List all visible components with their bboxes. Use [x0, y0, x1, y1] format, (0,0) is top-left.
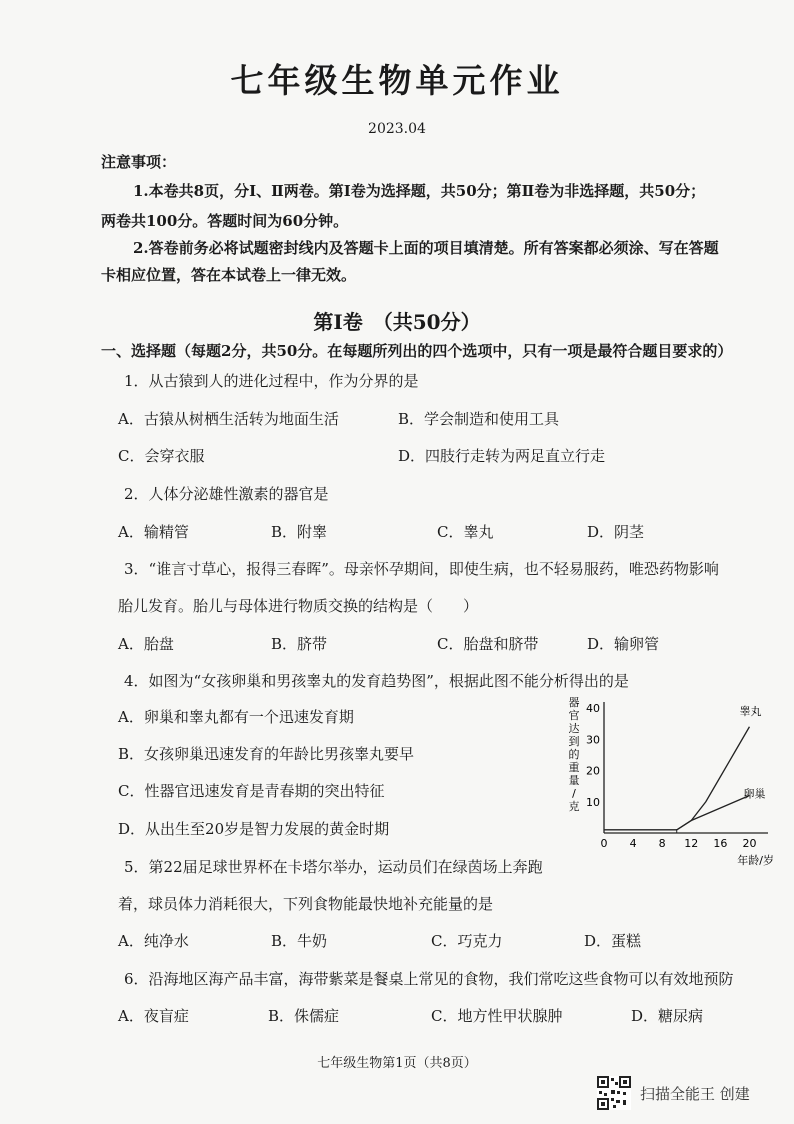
q3-option-a: A．胎盘: [118, 635, 174, 653]
exam-date: 2023.04: [368, 121, 426, 137]
x-tick-label: 12: [684, 837, 699, 850]
q4-option-b: B．女孩卵巢迅速发育的年龄比男孩睾丸要早: [118, 745, 415, 763]
q2-option-c: C．睾丸: [437, 523, 494, 541]
q1-option-c: C．会穿衣服: [118, 447, 205, 465]
q6-option-b: B．侏儒症: [268, 1007, 340, 1025]
series-line-1: [604, 727, 749, 830]
q6-option-d: D．糖尿病: [631, 1007, 704, 1025]
page-title: 七年级生物单元作业: [230, 61, 564, 100]
notice-line-4: 卡相应位置，答在本试卷上一律无效。: [101, 266, 357, 284]
q2-stem: 2．人体分泌雄性激素的器官是: [124, 485, 329, 503]
q1-option-a: A．古猿从树栖生活转为地面生活: [118, 410, 339, 428]
y-tick-label: 40: [586, 702, 600, 715]
svg-text:器官达到的重量/克: 器官达到的重量/克: [568, 696, 580, 813]
q5-stem-line-1: 5．第22届足球世界杯在卡塔尔举办，运动员们在绿茵场上奔跑: [124, 858, 543, 876]
y-tick-label: 10: [586, 795, 600, 809]
qr-code-icon: [597, 1076, 631, 1110]
q3-stem-line-2: 胎儿发育。胎儿与母体进行物质交换的结构是（ ）: [118, 597, 479, 615]
q1-option-b: B．学会制造和使用工具: [398, 410, 560, 428]
q4-stem: 4．如图为“女孩卵巢和男孩睾丸的发育趋势图”，根据此图不能分析得出的是: [124, 672, 629, 690]
gonad-development-chart: [548, 690, 778, 870]
notice-line-2: 两卷共100分。答题时间为60分钟。: [101, 212, 349, 230]
q4-option-a: A．卵巢和睾丸都有一个迅速发育期: [118, 708, 354, 726]
section-instruction: 一、选择题（每题2分，共50分。在每题所列出的四个选项中，只有一项是最符合题目要求的）: [101, 342, 733, 360]
x-axis-title: 年龄/岁: [737, 854, 774, 867]
notice-line-3: 2.答卷前务必将试题密封线内及答题卡上面的项目填清楚。所有答案都必须涂、写在答题: [133, 239, 719, 257]
q3-option-c: C．胎盘和脐带: [437, 635, 539, 653]
series-label: 睾丸: [739, 704, 762, 718]
series-label: 卵巢: [743, 787, 766, 801]
scanner-watermark: 扫描全能王 创建: [640, 1085, 750, 1103]
q4-option-c: C．性器官迅速发育是青春期的突出特征: [118, 782, 385, 800]
q2-option-d: D．阴茎: [587, 523, 645, 541]
q1-stem: 1．从古猿到人的进化过程中，作为分界的是: [124, 372, 419, 390]
y-axis-title: [569, 696, 580, 813]
notice-heading: 注意事项：: [101, 153, 177, 171]
section-title: 第Ⅰ卷 （共50分）: [313, 310, 481, 334]
x-tick-label: 16: [713, 837, 728, 850]
q1-option-d: D．四肢行走转为两足直立行走: [398, 447, 606, 465]
q2-option-a: A．输精管: [118, 523, 189, 541]
x-tick-label: 8: [658, 837, 666, 850]
page-footer: 七年级生物第1页（共8页）: [317, 1056, 477, 1071]
q5-option-b: B．牛奶: [271, 932, 328, 950]
q5-option-d: D．蛋糕: [584, 932, 642, 950]
x-tick-label: 20: [742, 837, 757, 850]
q5-stem-line-2: 着，球员体力消耗很大，下列食物能最快地补充能量的是: [118, 895, 494, 913]
series-line-2: [604, 796, 749, 830]
q4-option-d: D．从出生至20岁是智力发展的黄金时期: [118, 820, 390, 838]
notice-line-1: 1.本卷共8页，分Ⅰ、Ⅱ两卷。第Ⅰ卷为选择题，共50分；第Ⅱ卷为非选择题，共50分；: [133, 182, 706, 200]
q2-option-b: B．附睾: [271, 523, 328, 541]
q5-option-c: C．巧克力: [431, 932, 503, 950]
q6-option-a: A．夜盲症: [118, 1007, 189, 1025]
q5-option-a: A．纯净水: [118, 932, 189, 950]
q3-option-d: D．输卵管: [587, 635, 660, 653]
q3-option-b: B．脐带: [271, 635, 328, 653]
q6-option-c: C．地方性甲状腺肿: [431, 1007, 563, 1025]
x-tick-label: 0: [600, 837, 608, 850]
x-tick-label: 4: [629, 837, 637, 850]
q3-stem-line-1: 3．“谁言寸草心，报得三春晖”。母亲怀孕期间，即使生病，也不轻易服药，唯恐药物影响: [124, 560, 719, 578]
y-tick-label: 20: [586, 764, 600, 778]
q6-stem: 6．沿海地区海产品丰富，海带紫菜是餐桌上常见的食物，我们常吃这些食物可以有效地预防: [124, 970, 734, 988]
y-tick-label: 30: [586, 733, 600, 747]
